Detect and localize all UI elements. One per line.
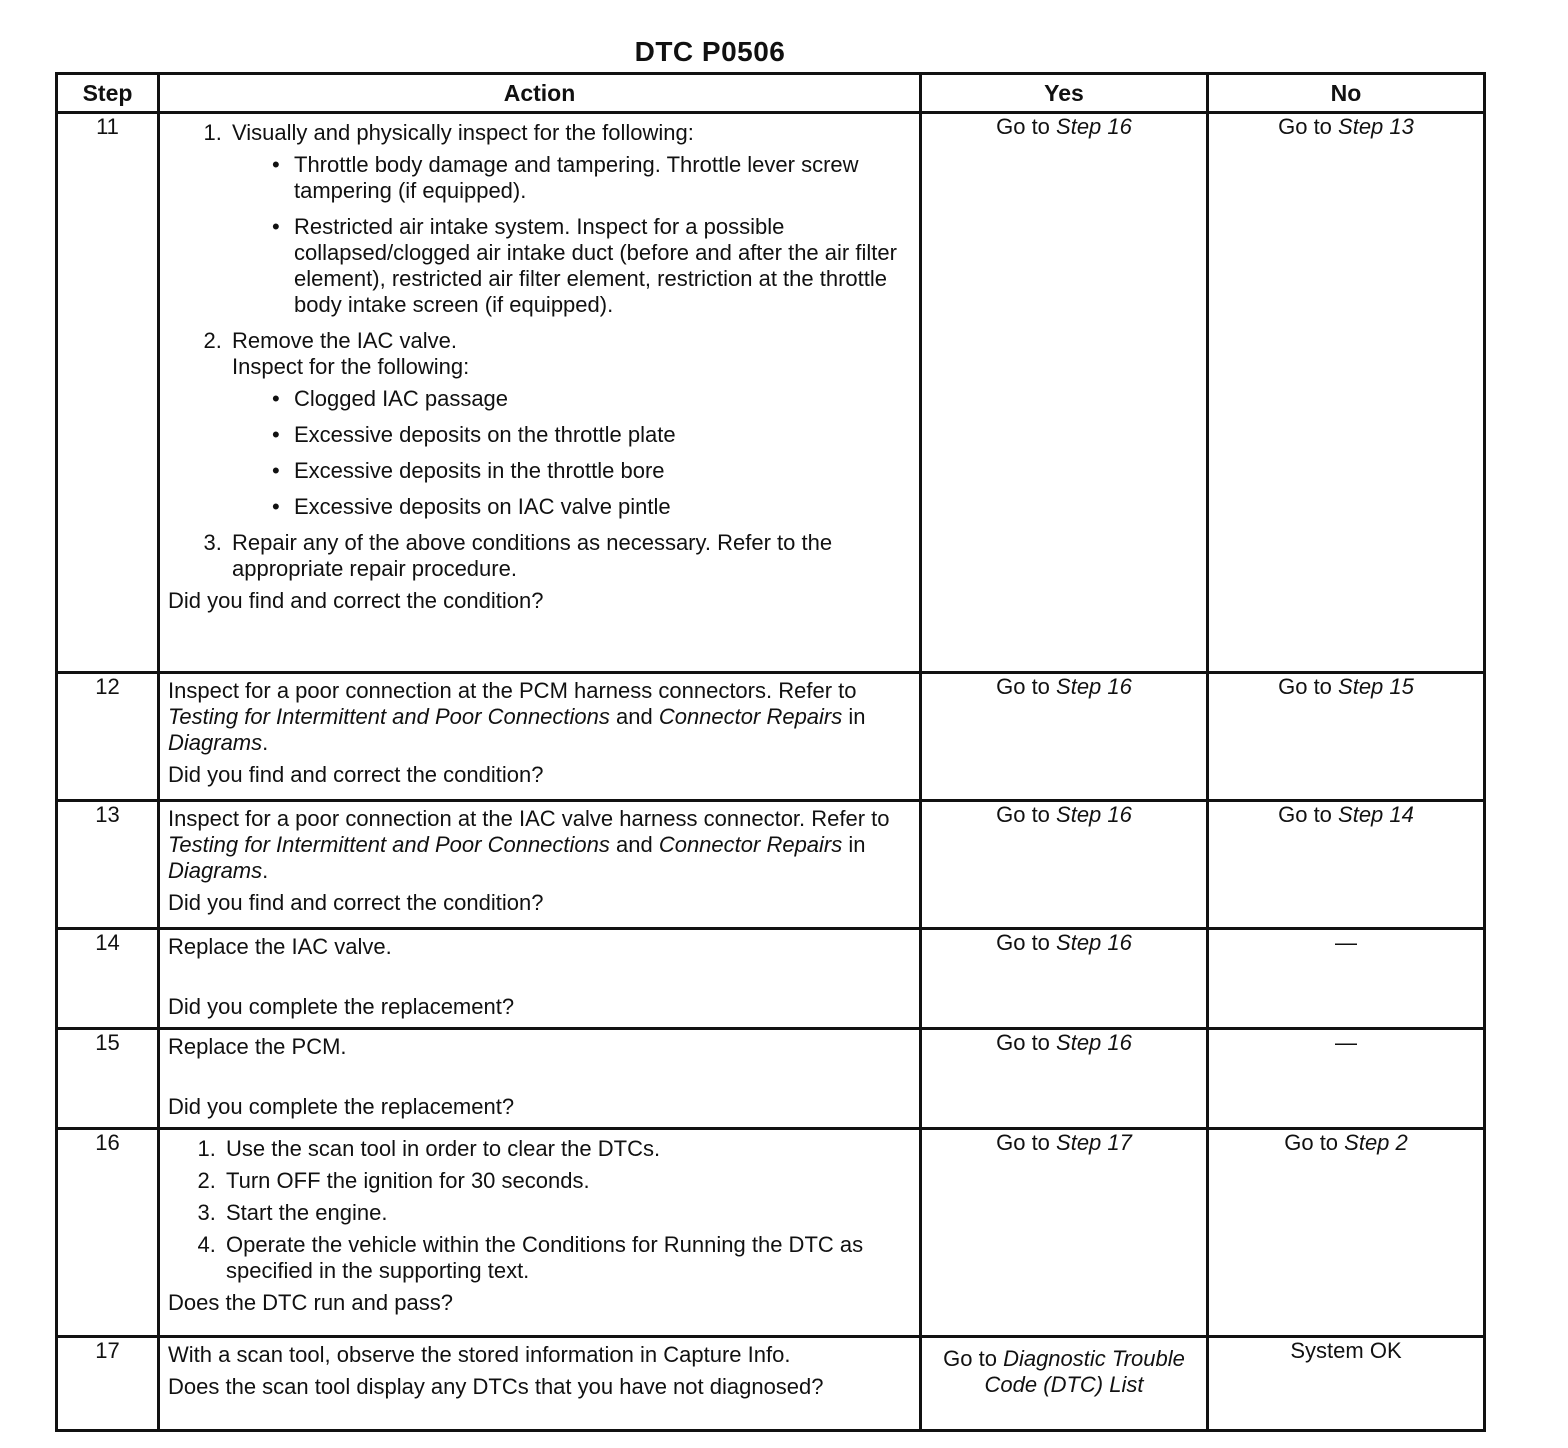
action-cell (159, 801, 921, 929)
action-cell (159, 929, 921, 1029)
reference-link[interactable]: Diagrams (168, 730, 263, 755)
list-item: 1. Use the scan tool in order to clear the DTCs. (222, 1136, 911, 1162)
no-cell (1208, 113, 1485, 673)
header-action: Action (159, 74, 921, 113)
action-steps (168, 120, 911, 582)
step-link[interactable]: Step 13 (1338, 114, 1414, 139)
question: Did you complete the replacement? (168, 1094, 515, 1119)
goto-prefix: Go to (996, 802, 1057, 827)
action-cell (159, 113, 921, 673)
step-text: Visually and physically inspect for the following: (232, 120, 694, 145)
no-cell (1208, 1029, 1485, 1129)
bullet-item: • Restricted air intake system. Inspect for a possible collapsed/clogged air intake duct (before and after the air filter element), restricted air filter element, restriction at the throttle body intake screen (if equipped). (272, 214, 911, 318)
text-segment: . (262, 730, 269, 755)
step-link[interactable]: Step 16 (1056, 674, 1132, 699)
question: Did you find and correct the condition? (168, 588, 544, 613)
question: Did you find and correct the condition? (168, 762, 544, 787)
table-row (57, 1337, 1485, 1431)
table-header-row (57, 74, 1485, 113)
goto-prefix: Go to (1278, 674, 1339, 699)
table-row (57, 113, 1485, 673)
action-text (168, 806, 911, 884)
action-text: Replace the PCM. (168, 1034, 347, 1059)
no-cell (1208, 1129, 1485, 1337)
bullet-item: • Throttle body damage and tampering. Throttle lever screw tampering (if equipped). (272, 152, 911, 204)
step-link[interactable]: Step 14 (1338, 802, 1414, 827)
list-item: 2. Turn OFF the ignition for 30 seconds. (222, 1168, 911, 1194)
reference-link[interactable]: Testing for Intermittent and Poor Connections (168, 832, 610, 857)
goto-prefix: Go to (996, 674, 1057, 699)
list-item: 4. Operate the vehicle within the Conditions for Running the DTC as specified in the supporting text. (222, 1232, 911, 1284)
yes-cell (921, 1029, 1208, 1129)
yes-cell (921, 801, 1208, 929)
question: Did you find and correct the condition? (168, 890, 544, 915)
question: Does the DTC run and pass? (168, 1290, 453, 1315)
no-cell (1208, 929, 1485, 1029)
goto-prefix: Go to (943, 1346, 1004, 1371)
step-number: 13 (57, 801, 159, 929)
question: Did you complete the replacement? (168, 994, 515, 1019)
bullet-item: • Excessive deposits on the throttle plate (272, 422, 911, 448)
step-number: 14 (57, 929, 159, 1029)
no-value: — (1335, 1030, 1357, 1055)
goto-prefix: Go to (996, 930, 1057, 955)
header-yes: Yes (921, 74, 1208, 113)
goto-prefix: Go to (996, 114, 1057, 139)
text-segment: in (842, 832, 866, 857)
bullet-item: • Excessive deposits in the throttle bore (272, 458, 911, 484)
no-cell (1208, 801, 1485, 929)
step-number: 15 (57, 1029, 159, 1129)
reference-link[interactable]: Connector Repairs (658, 704, 843, 729)
step-subtext: Inspect for the following: (232, 354, 470, 379)
text-segment: in (842, 704, 866, 729)
diagnostic-table (55, 72, 1486, 1432)
step-number: 16 (57, 1129, 159, 1337)
step-number: 12 (57, 673, 159, 801)
action-cell (159, 1029, 921, 1129)
table-row (57, 801, 1485, 929)
goto-prefix: Go to (996, 1130, 1057, 1155)
yes-cell (921, 113, 1208, 673)
step-link[interactable]: Step 2 (1344, 1130, 1408, 1155)
reference-link[interactable]: Connector Repairs (658, 832, 843, 857)
bullet-item: • Excessive deposits on IAC valve pintle (272, 494, 911, 520)
step-link[interactable]: Step 15 (1338, 674, 1414, 699)
goto-prefix: Go to (1284, 1130, 1345, 1155)
text-segment: Inspect for a poor connection at the IAC valve harness connector. Refer to (168, 806, 890, 831)
step-link[interactable]: Step 16 (1056, 1030, 1132, 1055)
list-item: 3. Start the engine. (222, 1200, 911, 1226)
no-cell (1208, 673, 1485, 801)
goto-prefix: Go to (1278, 802, 1339, 827)
page-title: DTC P0506 (634, 36, 786, 67)
question: Does the scan tool display any DTCs that you have not diagnosed? (168, 1374, 824, 1399)
text-segment: and (609, 832, 659, 857)
text-segment: . (262, 858, 269, 883)
step-link[interactable]: Step 16 (1056, 802, 1132, 827)
step-link[interactable]: Step 16 (1056, 930, 1132, 955)
reference-link[interactable]: Diagrams (168, 858, 263, 883)
no-value: — (1335, 930, 1357, 955)
header-step: Step (57, 74, 159, 113)
list-item (228, 120, 911, 318)
reference-link[interactable]: Testing for Intermittent and Poor Connections (168, 704, 610, 729)
bullet-item: • Clogged IAC passage (272, 386, 911, 412)
yes-cell (921, 1337, 1208, 1431)
action-steps (168, 1136, 911, 1284)
action-text: With a scan tool, observe the stored information in Capture Info. (168, 1342, 791, 1367)
header-no: No (1208, 74, 1485, 113)
step-number: 11 (57, 113, 159, 673)
no-cell (1208, 1337, 1485, 1431)
yes-cell (921, 929, 1208, 1029)
step-number: 17 (57, 1337, 159, 1431)
list-item: 3. Repair any of the above conditions as necessary. Refer to the appropriate repair procedure. (228, 530, 911, 582)
action-cell (159, 1337, 921, 1431)
action-cell (159, 1129, 921, 1337)
table-row (57, 1029, 1485, 1129)
action-cell (159, 673, 921, 801)
text-segment: and (609, 704, 659, 729)
step-text: Remove the IAC valve. (232, 328, 457, 353)
yes-cell (921, 1129, 1208, 1337)
step-link[interactable]: Step 17 (1056, 1130, 1132, 1155)
goto-prefix: Go to (1278, 114, 1339, 139)
no-value: System OK (1290, 1338, 1402, 1363)
table-row (57, 929, 1485, 1029)
yes-cell (921, 673, 1208, 801)
text-segment: Inspect for a poor connection at the PCM harness connectors. Refer to (168, 678, 857, 703)
step-link[interactable]: Step 16 (1056, 114, 1132, 139)
list-item (228, 328, 911, 520)
action-text: Replace the IAC valve. (168, 934, 392, 959)
table-row (57, 673, 1485, 801)
step-link[interactable]: Diagnostic Trouble Code (DTC) List (984, 1346, 1185, 1397)
table-row (57, 1129, 1485, 1337)
action-text (168, 678, 911, 756)
goto-prefix: Go to (996, 1030, 1057, 1055)
